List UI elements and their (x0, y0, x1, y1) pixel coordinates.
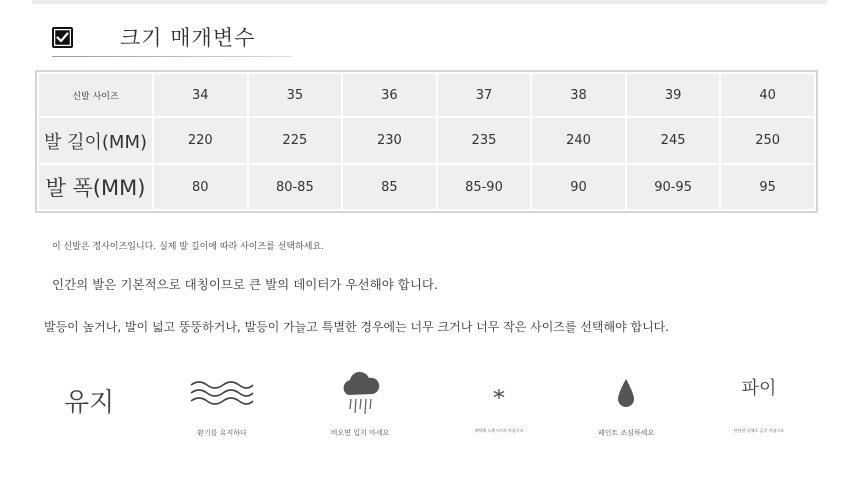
sparkle-icon (439, 368, 559, 420)
size-cell: 39 (626, 73, 721, 117)
care-item-paint (566, 368, 686, 448)
length-cell: 245 (626, 117, 721, 164)
special-foot-note: 발등이 높거나, 발이 넓고 뚱뚱하거나, 발등이 가늘고 특별한 경우에는 너무 크거나 너무 작은 사이즈를 선택해야 합니다. (44, 320, 670, 334)
table-row-sizes (38, 73, 815, 117)
table-row-width (38, 164, 815, 210)
section-header (52, 22, 292, 58)
width-cell: 80-85 (248, 164, 343, 210)
length-cell: 250 (720, 117, 815, 164)
size-chart-table (37, 72, 816, 211)
top-divider (32, 0, 827, 4)
size-cell: 35 (248, 73, 343, 117)
length-cell: 220 (153, 117, 248, 164)
length-cell: 230 (342, 117, 437, 164)
length-cell: 225 (248, 117, 343, 164)
width-cell: 80 (153, 164, 248, 210)
care-item-scratch (694, 368, 824, 448)
care-caption: 세탁에 노출시키지 마십시오 (474, 428, 524, 433)
care-item-rain (300, 368, 420, 448)
care-item-ventilation (162, 368, 282, 448)
length-cell: 240 (531, 117, 626, 164)
rain-cloud-icon (300, 368, 420, 420)
care-label-wrap (694, 368, 824, 420)
table-row-length (38, 117, 815, 164)
care-item-wash (439, 368, 559, 448)
care-caption: 비오면 입지 마세요 (330, 429, 390, 437)
care-title: 유지 (64, 388, 115, 418)
care-caption: 페인트 조심하세요 (597, 429, 655, 437)
foot-width-label: 발 폭(MM) (38, 164, 153, 210)
pie-label: 파이 (741, 378, 777, 399)
width-cell: 85-90 (437, 164, 532, 210)
page-title: 크기 매개변수 (120, 26, 256, 50)
ventilation-waves-icon (162, 368, 282, 420)
size-cell: 40 (720, 73, 815, 117)
symmetry-note: 인간의 발은 기본적으로 대칭이므로 큰 발의 데이터가 우선해야 합니다. (52, 277, 438, 292)
size-cell: 38 (531, 73, 626, 117)
size-cell: 36 (342, 73, 437, 117)
care-caption: 환기를 유지하다 (197, 429, 247, 437)
foot-length-label: 발 길이(MM) (38, 117, 153, 164)
size-cell: 37 (437, 73, 532, 117)
width-cell: 90-95 (626, 164, 721, 210)
shoe-size-label: 신발 사이즈 (38, 73, 153, 117)
length-cell: 235 (437, 117, 532, 164)
header-underline (52, 56, 292, 57)
size-cell: 34 (153, 73, 248, 117)
care-caption: 단단한 물체로 긁지 마십시오 (733, 428, 785, 433)
fit-note: 이 신발은 정사이즈입니다. 실제 발 길이에 따라 사이즈를 선택하세요. (52, 242, 325, 252)
width-cell: 90 (531, 164, 626, 210)
water-drop-icon (566, 368, 686, 420)
width-cell: 95 (720, 164, 815, 210)
checkbox-checked-icon (52, 27, 73, 48)
width-cell: 85 (342, 164, 437, 210)
